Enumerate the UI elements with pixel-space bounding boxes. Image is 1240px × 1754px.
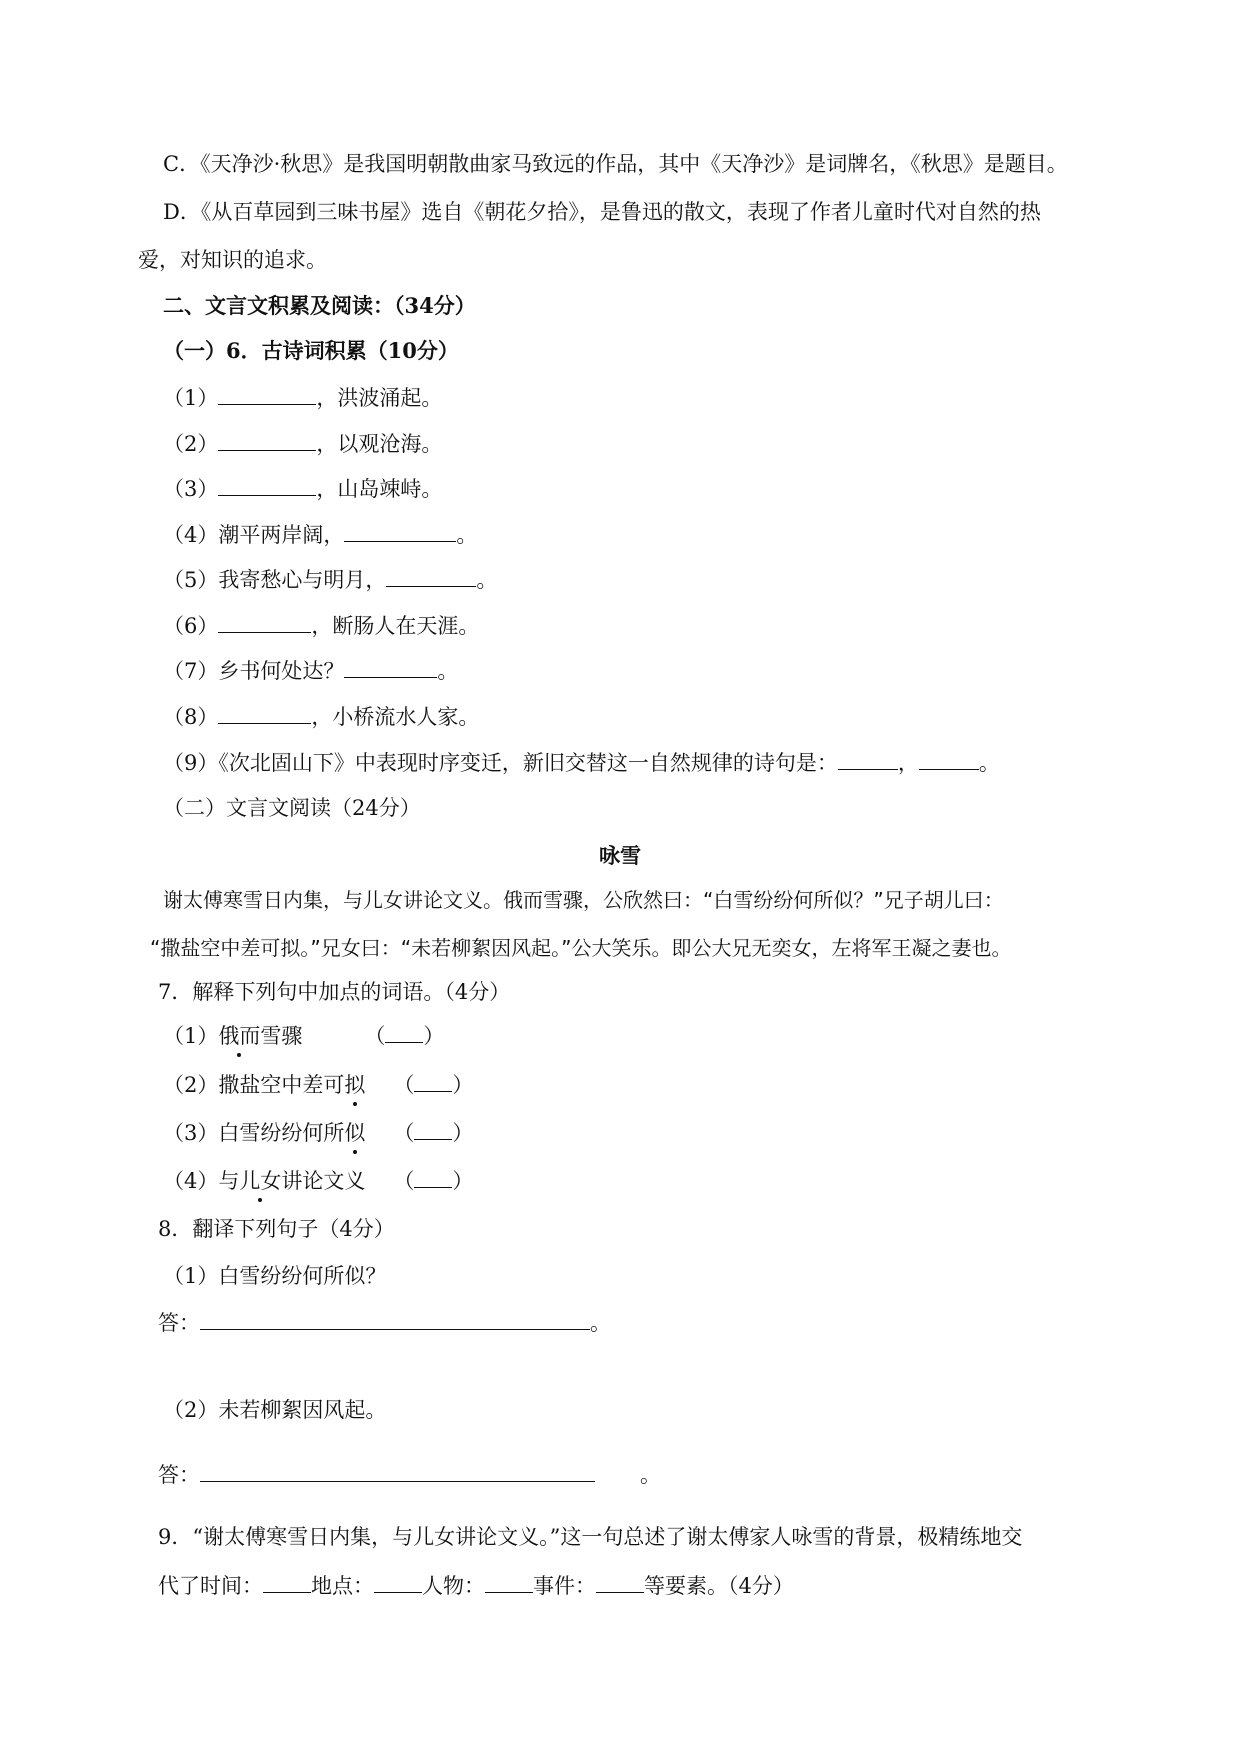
answer-blank[interactable]	[485, 1572, 533, 1593]
answer-blank[interactable]	[263, 1572, 311, 1593]
answer-blank[interactable]	[386, 566, 476, 587]
passage-line1: 谢太傅寒雪日内集，与儿女讲论文义。俄而雪骤，公欣然曰：“白雪纷纷何所似？”兄子胡儿曰：	[163, 888, 1004, 912]
q8-item-1: （1）白雪纷纷何所似？	[163, 1264, 387, 1288]
part2-heading: （二）文言文阅读（24分）	[163, 796, 421, 820]
answer-blank[interactable]	[414, 1167, 452, 1188]
dotted-word: 儿女	[239, 1169, 282, 1193]
poetry-item-7: （7）乡书何处达？ 。	[163, 659, 459, 683]
question-7: 7．解释下列句中加点的词语。（4分）	[158, 980, 511, 1004]
poetry-item-3: （3） ，山岛竦峙。	[163, 477, 443, 501]
dotted-word: 俄而	[218, 1024, 261, 1048]
answer-blank[interactable]	[414, 1119, 452, 1140]
q7-item-3: （3）白雪纷纷何所似 （ ）	[163, 1121, 474, 1145]
passage-line2: “撒盐空中差可拟。”兄女曰：“未若柳絮因风起。”公大笑乐。即公大兄无奕女，左将军王凝之妻也。	[150, 936, 1012, 960]
question-8: 8．翻译下列句子（4分）	[158, 1217, 395, 1241]
part1-heading: （一）6．古诗词积累（10分）	[163, 338, 459, 363]
poetry-item-1: （1） ，洪波涌起。	[163, 386, 443, 410]
answer-blank[interactable]	[385, 1022, 423, 1043]
answer-blank[interactable]	[218, 475, 316, 496]
poetry-item-5: （5）我寄愁心与明月， 。	[163, 568, 498, 592]
answer-blank[interactable]	[919, 749, 979, 770]
q8-item-2: （2）未若柳絮因风起。	[163, 1398, 387, 1422]
question-9-line1: 9．“谢太傅寒雪日内集，与儿女讲论文义。”这一句总述了谢太傅家人咏雪的背景，极精练地交	[158, 1525, 1023, 1549]
answer-blank[interactable]	[414, 1071, 452, 1092]
answer-line[interactable]	[200, 1461, 595, 1482]
answer-blank[interactable]	[344, 657, 437, 678]
answer-blank[interactable]	[218, 384, 316, 405]
dotted-word: 似	[344, 1121, 366, 1145]
answer-line[interactable]	[200, 1309, 590, 1330]
option-d-line2: 爱，对知识的追求。	[138, 248, 327, 272]
q8-answer-1: 答： 。	[158, 1311, 611, 1335]
answer-blank[interactable]	[218, 612, 311, 633]
passage-title: 咏雪	[599, 844, 641, 868]
poetry-item-6: （6） ，断肠人在天涯。	[163, 614, 480, 638]
answer-blank[interactable]	[596, 1572, 644, 1593]
poetry-item-4: （4）潮平两岸阔， 。	[163, 523, 478, 547]
answer-blank[interactable]	[218, 430, 316, 451]
answer-blank[interactable]	[344, 521, 456, 542]
poetry-item-8: （8） ，小桥流水人家。	[163, 705, 480, 729]
dotted-word: 拟	[344, 1073, 366, 1097]
poetry-item-2: （2） ，以观沧海。	[163, 432, 443, 456]
q7-item-2: （2）撒盐空中差可拟 （ ）	[163, 1073, 474, 1097]
poetry-item-9: （9）《次北固山下》中表现时序变迁，新旧交替这一自然规律的诗句是： ， 。	[163, 751, 1000, 775]
answer-blank[interactable]	[838, 749, 898, 770]
q7-item-4: （4）与儿女讲论文义 （ ）	[163, 1169, 474, 1193]
q8-answer-2: 答： 。	[158, 1463, 661, 1487]
question-9-line2: 代了时间： 地点： 人物： 事件： 等要素。（4分）	[158, 1574, 794, 1598]
answer-blank[interactable]	[218, 703, 311, 724]
answer-blank[interactable]	[374, 1572, 422, 1593]
option-c: C．《天净沙·秋思》是我国明朝散曲家马致远的作品，其中《天净沙》是词牌名，《秋思》是题目。	[163, 152, 1068, 176]
q7-item-1: （1）俄而雪骤 （ ）	[163, 1024, 445, 1048]
option-d-line1: D．《从百草园到三味书屋》选自《朝花夕拾》，是鲁迅的散文，表现了作者儿童时代对自然的热	[163, 200, 1041, 224]
section2-heading: 二、文言文积累及阅读：（34分）	[163, 293, 476, 318]
